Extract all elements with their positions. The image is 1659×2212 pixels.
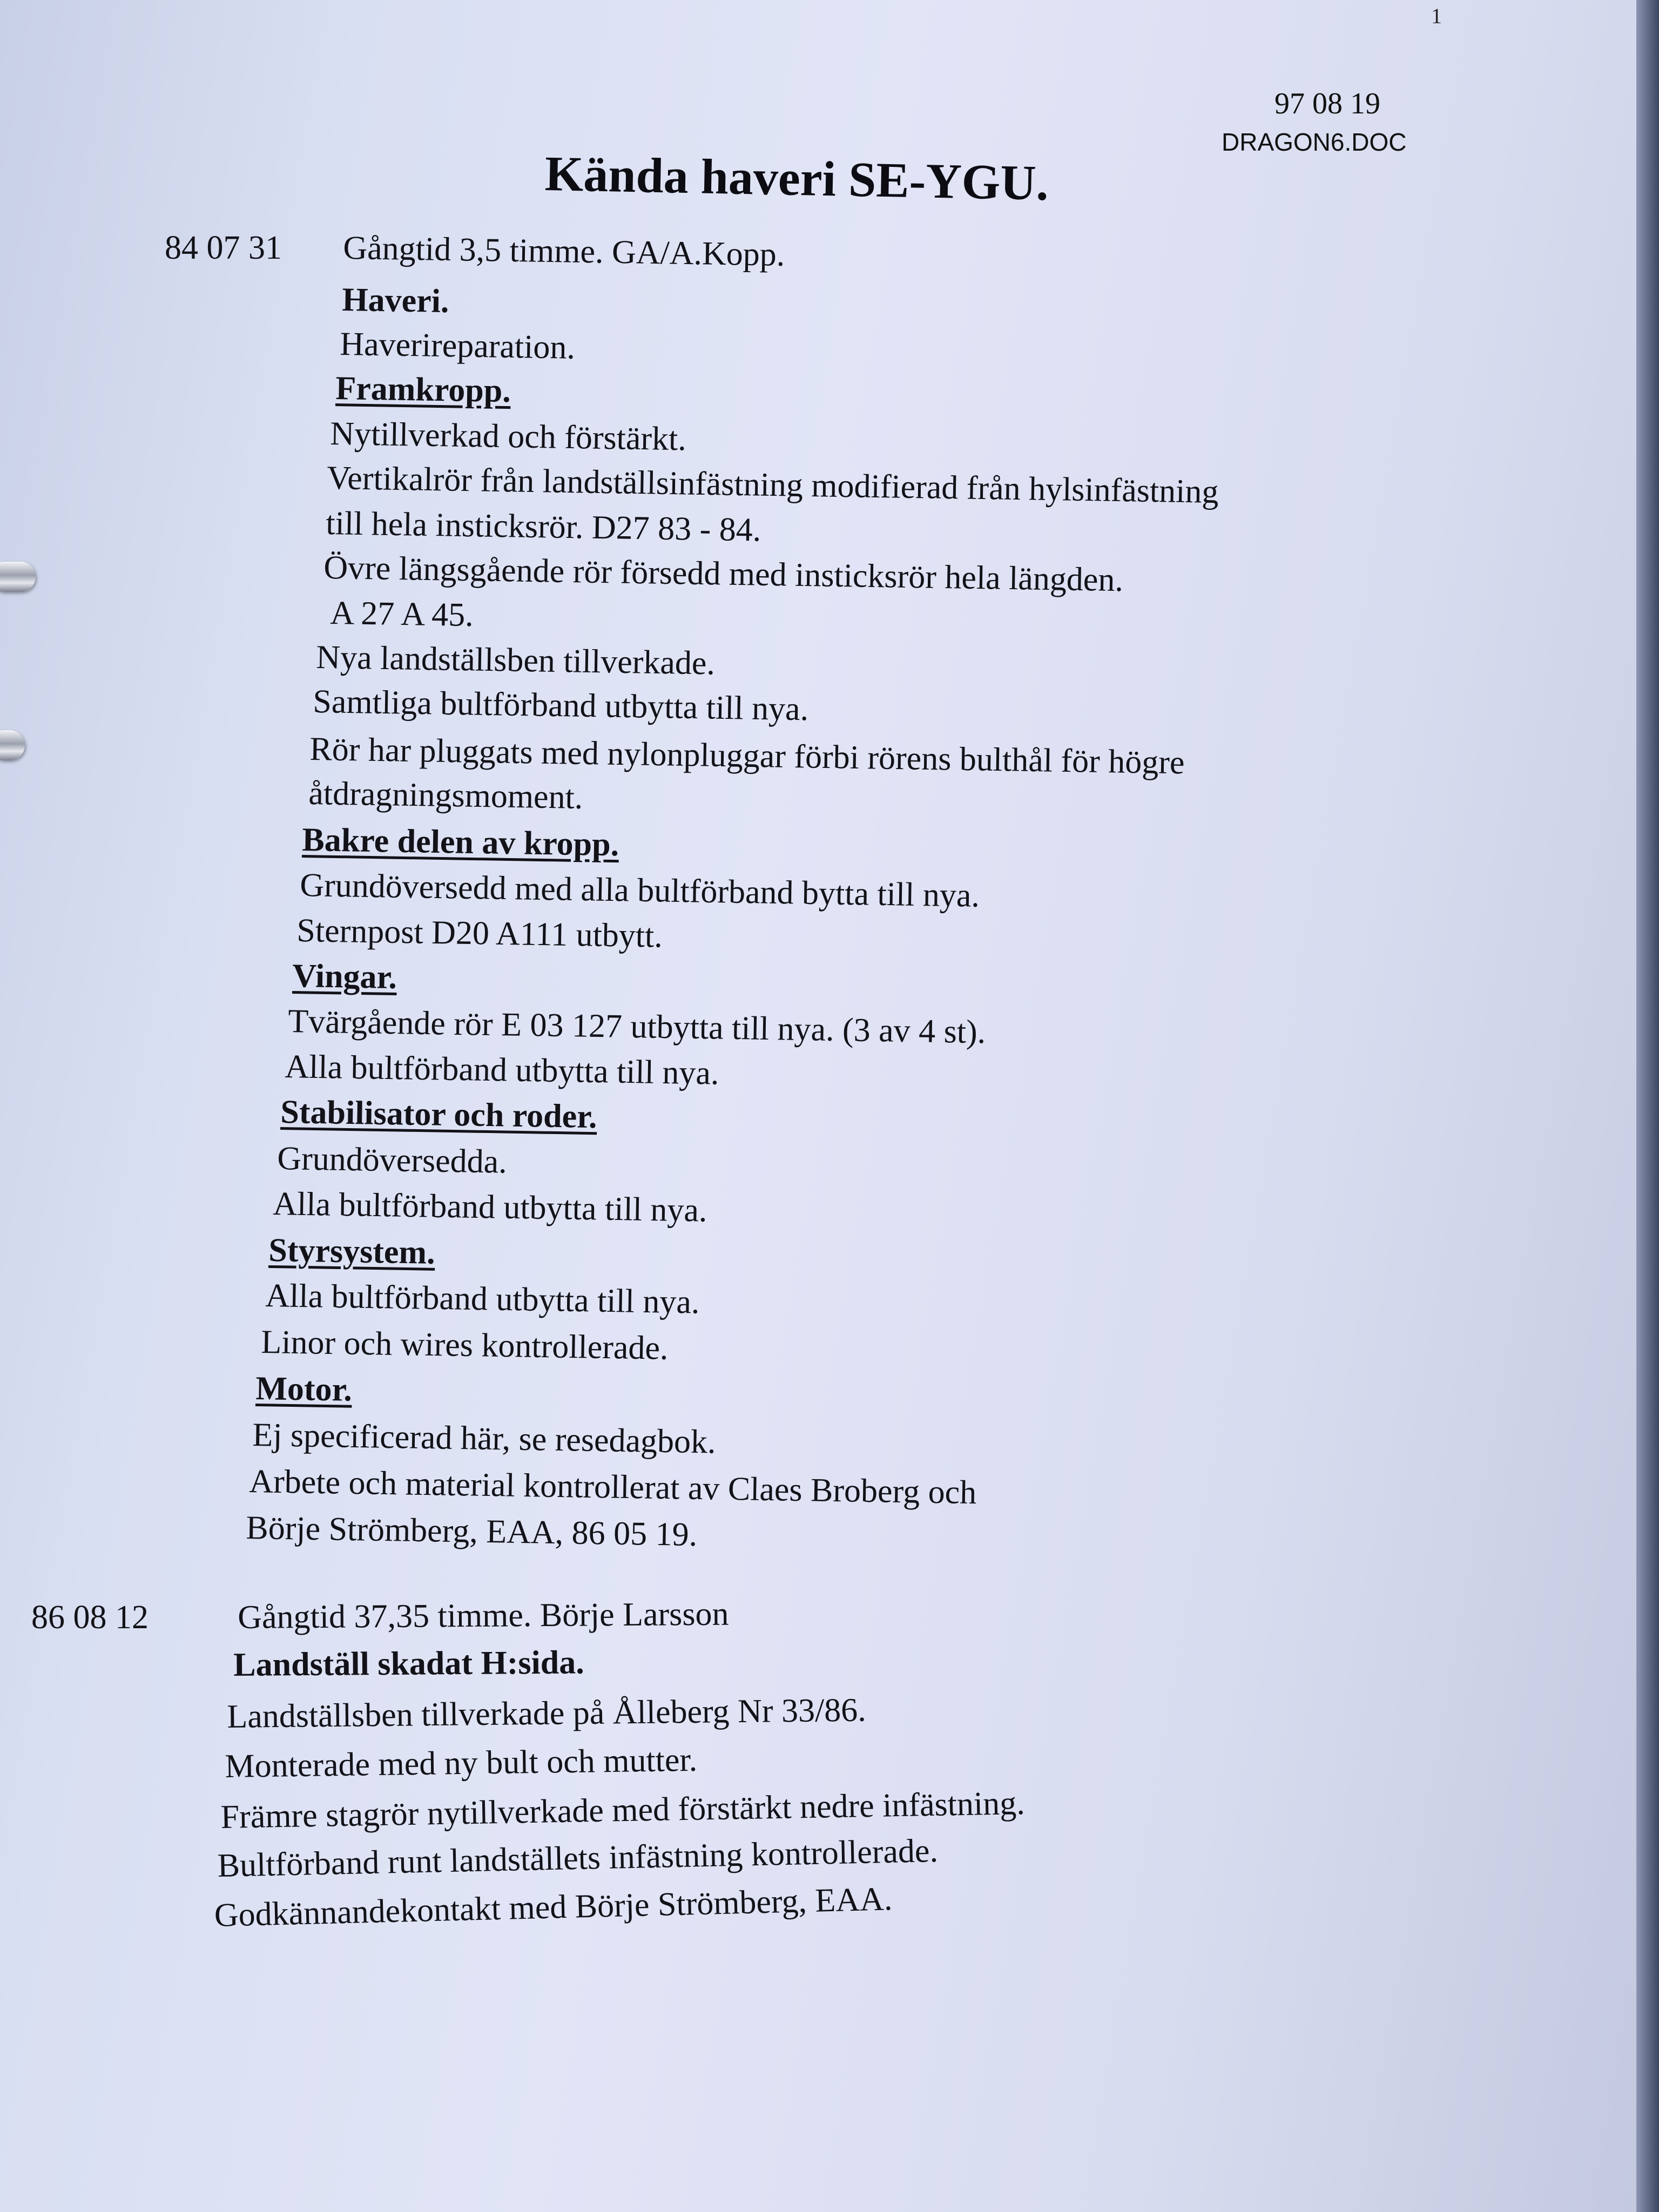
entry-line: till hela insticksrör. D27 83 - 84. <box>325 504 761 549</box>
page-number: 1 <box>1431 4 1442 28</box>
entry-line: Gångtid 37,35 timme. Börje Larsson <box>238 1595 729 1636</box>
section-heading-bakre-delen: Bakre delen av kropp. <box>301 821 619 864</box>
entry-line: Alla bultförband utbytta till nya. <box>284 1048 720 1092</box>
entry-line: Monterade med ny bult och mutter. <box>225 1741 698 1785</box>
page-edge-shadow <box>1636 0 1659 2212</box>
entry-line: Grundöversedda. <box>276 1139 508 1181</box>
entry-line: Alla bultförband utbytta till nya. <box>272 1185 708 1229</box>
section-heading-motor: Motor. <box>255 1370 353 1408</box>
entry-date: 84 07 31 <box>165 230 282 266</box>
section-heading-stabilisator: Stabilisator och roder. <box>280 1093 598 1136</box>
entry-line: Främre stagrör nytillverkade med förstärkt nedre infästning. <box>220 1785 1026 1836</box>
section-heading-vingar: Vingar. <box>292 957 397 996</box>
entry-line: åtdragningsmoment. <box>308 774 583 816</box>
entry-line: Linor och wires kontrollerade. <box>260 1323 669 1367</box>
entry-line: Alla bultförband utbytta till nya. <box>265 1277 700 1321</box>
entry-line: Samtliga bultförband utbytta till nya. <box>312 683 809 728</box>
entry-line: Rör har pluggats med nylonpluggar förbi rörens bulthål för högre <box>309 730 1185 781</box>
page-title: Kända haveri SE-YGU. <box>544 145 1049 211</box>
document-filename: DRAGON6.DOC <box>1222 128 1407 156</box>
entry-date: 86 08 12 <box>31 1599 149 1636</box>
entry-line: Börje Strömberg, EAA, 86 05 19. <box>245 1509 698 1554</box>
entry-line: Bultförband runt landställets infästning kontrollerade. <box>217 1832 939 1884</box>
entry-line: Nya landställsben tillverkade. <box>315 638 716 682</box>
entry-line: Arbete och material kontrollerat av Claes Broberg och <box>248 1462 977 1512</box>
entry-line: Tvärgående rör E 03 127 utbytta till nya. (3 av 4 st). <box>287 1002 986 1051</box>
binder-ring <box>0 562 36 592</box>
document-date: 97 08 19 <box>1274 87 1380 120</box>
entry-heading: Haveri. <box>341 281 449 320</box>
section-heading-framkropp: Framkropp. <box>335 369 511 410</box>
entry-line: Nytillverkad och förstärkt. <box>329 415 687 458</box>
section-heading-styrsystem: Styrsystem. <box>268 1231 436 1271</box>
entry-line: Landställsben tillverkade på Ålleberg Nr 33/86. <box>227 1691 867 1735</box>
entry-line: Vertikalrör från landställsinfästning modifierad från hylsinfästning <box>326 459 1219 510</box>
entry-line: Haverireparation. <box>339 325 576 366</box>
entry-line: Gångtid 3,5 timme. GA/A.Kopp. <box>342 229 785 273</box>
entry-line: Godkännandekontakt med Börje Strömberg, EAA. <box>214 1880 893 1934</box>
entry-line: Ej specificerad här, se resedagbok. <box>252 1416 717 1461</box>
entry-heading: Landställ skadat H:sida. <box>233 1644 584 1683</box>
entry-line: Övre längsgående rör försedd med insticksrör hela längden. <box>323 549 1124 599</box>
entry-line: Sternpost D20 A111 utbytt. <box>296 912 663 955</box>
entry-line: Grundöversedd med alla bultförband bytta till nya. <box>299 866 980 914</box>
entry-line: A 27 A 45. <box>329 594 474 634</box>
